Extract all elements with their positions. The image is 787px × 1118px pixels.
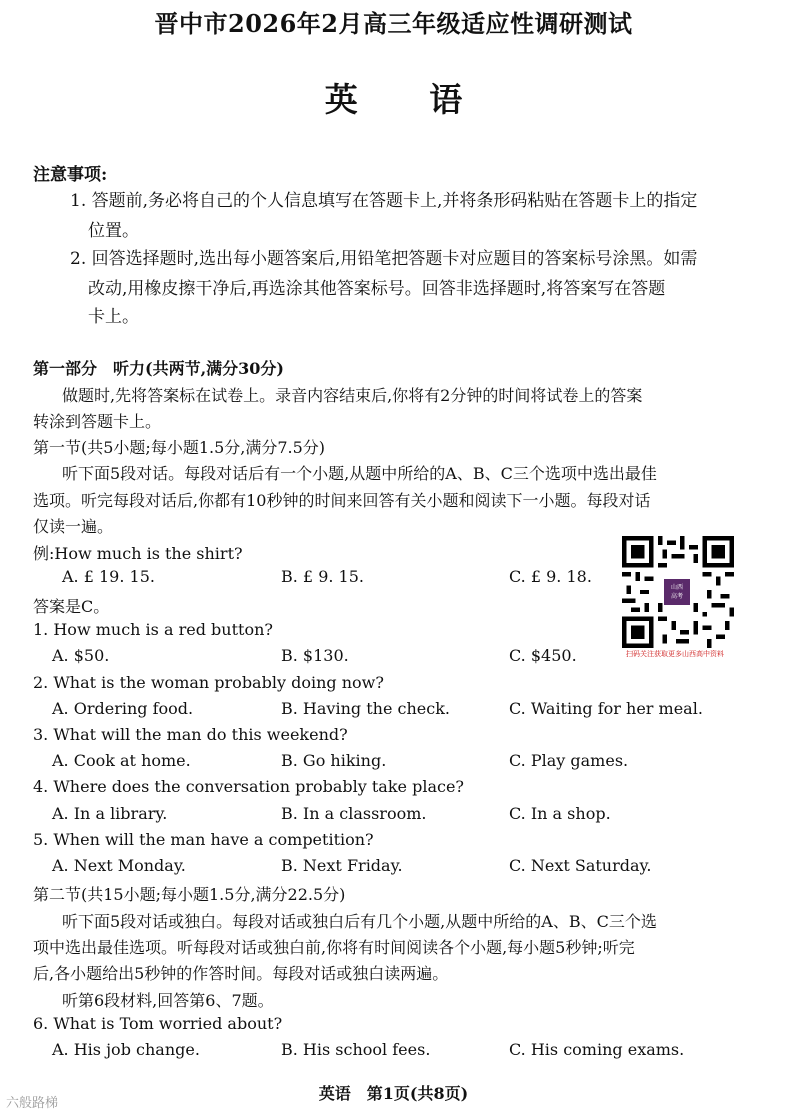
section2-intro-line-1: 听下面5段对话或独白。每段对话或独白后有几个小题,从题中所给的A、B、C三个选 (62, 912, 657, 931)
question-5-option-a: A. Next Monday. (52, 856, 186, 875)
notice-item-1-line-1: 1. 答题前,务必将自己的个人信息填写在答题卡上,并将条形码粘贴在答题卡上的指定 (70, 191, 698, 211)
notice-item-2-line-2: 改动,用橡皮擦干净后,再选涂其他答案标号。回答非选择题时,将答案写在答题 (88, 279, 666, 299)
question-3-option-a: A. Cook at home. (52, 751, 191, 770)
question-1: 1. How much is a red button? (33, 620, 273, 639)
example-option-a: A. £ 19. 15. (62, 567, 155, 586)
question-6-option-a: A. His job change. (52, 1040, 200, 1059)
example-option-b: B. £ 9. 15. (281, 567, 364, 586)
qr-logo-badge (664, 579, 690, 605)
part1-intro-line-1: 做题时,先将答案标在试卷上。录音内容结束后,你将有2分钟的时间将试卷上的答案 (62, 386, 643, 405)
section2-intro-line-3: 后,各小题给出5秒钟的作答时间。每段对话或独白读两遍。 (33, 964, 449, 983)
question-4-option-c: C. In a shop. (509, 804, 611, 823)
notice-item-1-line-2: 位置。 (88, 221, 139, 241)
section2-intro-line-2: 项中选出最佳选项。听每段对话或独白前,你将有时间阅读各个小题,每小题5秒钟;听完 (33, 938, 635, 957)
section2-heading: 第二节(共15小题;每小题1.5分,满分22.5分) (33, 885, 346, 904)
question-1-option-c: C. $450. (509, 646, 577, 665)
question-2-option-c: C. Waiting for her meal. (509, 699, 703, 718)
subject-title: 英 语 (324, 80, 493, 119)
question-5-option-c: C. Next Saturday. (509, 856, 652, 875)
question-1-option-b: B. $130. (281, 646, 349, 665)
section1-intro-line-2: 选项。听完每段对话后,你都有10秒钟的时间来回答有关小题和阅读下一小题。每段对话 (33, 491, 651, 510)
section1-intro-line-3: 仅读一遍。 (33, 517, 114, 536)
example-question: 例:How much is the shirt? (33, 544, 243, 563)
example-option-c: C. £ 9. 18. (509, 567, 592, 586)
example-answer: 答案是C。 (33, 597, 110, 616)
part1-intro-line-2: 转涂到答题卡上。 (33, 412, 162, 431)
page-footer: 英语 第1页(共8页) (318, 1084, 469, 1103)
question-2: 2. What is the woman probably doing now? (33, 673, 384, 692)
notice-heading: 注意事项: (33, 165, 108, 185)
question-4-option-b: B. In a classroom. (281, 804, 427, 823)
question-3-option-b: B. Go hiking. (281, 751, 387, 770)
qr-badge-line-2: 高考 (670, 593, 683, 600)
notice-item-2-line-1: 2. 回答选择题时,选出每小题答案后,用铅笔把答题卡对应题目的答案标号涂黑。如需 (70, 249, 698, 269)
question-6: 6. What is Tom worried about? (33, 1014, 283, 1033)
section1-intro-line-1: 听下面5段对话。每段对话后有一个小题,从题中所给的A、B、C三个选项中选出最佳 (62, 464, 657, 483)
question-3: 3. What will the man do this weekend? (33, 725, 348, 744)
qr-badge-line-1: 山西 (670, 584, 683, 591)
section1-heading: 第一节(共5小题;每小题1.5分,满分7.5分) (33, 438, 326, 457)
question-6-option-b: B. His school fees. (281, 1040, 431, 1059)
material-6-instruction: 听第6段材料,回答第6、7题。 (62, 991, 274, 1010)
notice-item-2-line-3: 卡上。 (88, 307, 139, 327)
watermark-logo: 六般路梯 (6, 1096, 59, 1111)
part1-heading: 第一部分 听力(共两节,满分30分) (33, 359, 284, 378)
question-2-option-b: B. Having the check. (281, 699, 450, 718)
question-4: 4. Where does the conversation probably take place? (33, 777, 464, 796)
question-5-option-b: B. Next Friday. (281, 856, 403, 875)
question-1-option-a: A. $50. (52, 646, 110, 665)
question-5: 5. When will the man have a competition? (33, 830, 374, 849)
question-4-option-a: A. In a library. (52, 804, 168, 823)
exam-title: 晋中市2026年2月高三年级适应性调研测试 (154, 9, 633, 38)
question-2-option-a: A. Ordering food. (52, 699, 194, 718)
question-6-option-c: C. His coming exams. (509, 1040, 685, 1059)
qr-caption: 扫码关注获取更多山西高中资料 (626, 650, 724, 658)
qr-code-block[interactable] (622, 536, 742, 658)
question-3-option-c: C. Play games. (509, 751, 629, 770)
